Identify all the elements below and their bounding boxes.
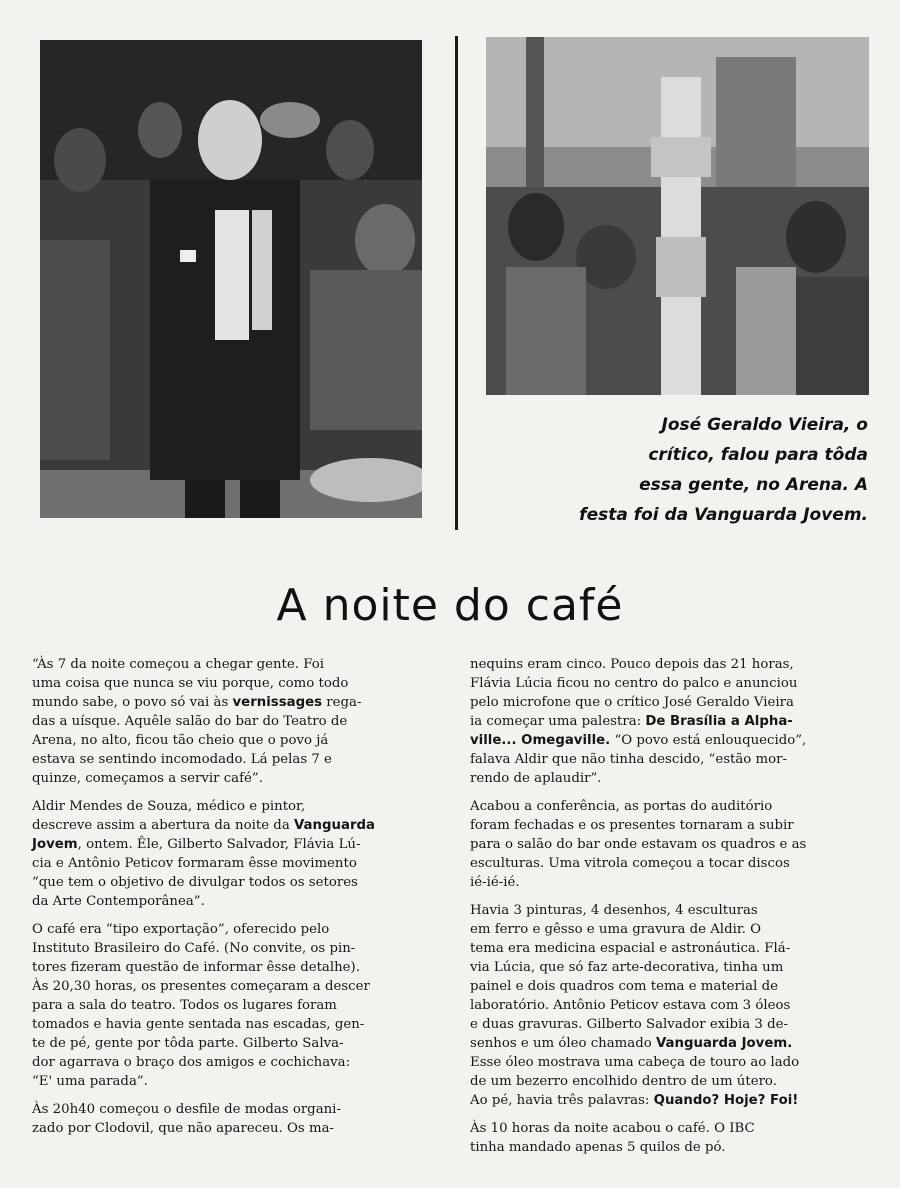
text-line: senhos e um óleo chamado Vanguarda Jovem.: [470, 1036, 793, 1051]
text-line: O café era “tipo exportação”, oferecido pelo: [32, 922, 330, 937]
article-paragraph: [32, 920, 446, 1091]
photo-caption: [538, 410, 868, 530]
text-line: Instituto Brasileiro do Café. (No convite, os pin-: [32, 941, 356, 956]
article-paragraph: [470, 797, 880, 892]
text-line: ié-ié-ié.: [470, 875, 520, 890]
text-line: das a uísque. Aquêle salão do bar do Teatro de: [32, 714, 348, 729]
text-line: tomados e havia gente sentada nas escadas, gen-: [32, 1017, 365, 1032]
text-line: quinze, começamos a servir café”.: [32, 771, 263, 786]
text-line: “E' uma parada”.: [32, 1074, 148, 1089]
article-paragraph: [32, 655, 446, 788]
text-line: para o salão do bar onde estavam os quadros e as: [470, 837, 807, 852]
text-line: Arena, no alto, ficou tão cheio que o povo já: [32, 733, 329, 748]
text-line: painel e dois quadros com tema e material de: [470, 979, 778, 994]
text-line: ia começar uma palestra: De Brasília a Alpha-: [470, 714, 793, 729]
text-line: Às 20h40 começou o desfile de modas organi-: [32, 1102, 341, 1117]
text-line: de um bezerro encolhido dentro de um útero.: [470, 1074, 777, 1089]
text-line: Havia 3 pinturas, 4 desenhos, 4 esculturas: [470, 903, 758, 918]
text-line: “Às 7 da noite começou a chegar gente. Foi: [32, 657, 324, 672]
text-line: e duas gravuras. Gilberto Salvador exibia 3 de-: [470, 1017, 788, 1032]
text-line: Esse óleo mostrava uma cabeça de touro ao lado: [470, 1055, 800, 1070]
text-line: da Arte Contemporânea”.: [32, 894, 205, 909]
text-line: Acabou a conferência, as portas do auditório: [470, 799, 773, 814]
column-divider: [455, 36, 458, 530]
photo-speaker-in-crowd: [40, 40, 422, 518]
photo-audience-with-sculpture: [486, 37, 869, 395]
article-paragraph: [470, 901, 880, 1110]
text-line: Ao pé, havia três palavras: Quando? Hoje? Foi!: [470, 1093, 799, 1108]
text-line: estava se sentindo incomodado. Lá pelas 7 e: [32, 752, 332, 767]
text-line: via Lúcia, que só faz arte-decorativa, tinha um: [470, 960, 784, 975]
text-line: tores fizeram questão de informar êsse detalhe).: [32, 960, 360, 975]
text-line: descreve assim a abertura da noite da Vanguarda: [32, 818, 375, 833]
text-line: laboratório. Antônio Peticov estava com 3 óleos: [470, 998, 791, 1013]
text-line: Flávia Lúcia ficou no centro do palco e anunciou: [470, 676, 798, 691]
text-line: esculturas. Uma vitrola começou a tocar discos: [470, 856, 790, 871]
text-line: nequins eram cinco. Pouco depois das 21 horas,: [470, 657, 794, 672]
text-line: em ferro e gêsso e uma gravura de Aldir. O: [470, 922, 762, 937]
text-line: foram fechadas e os presentes tornaram a subir: [470, 818, 794, 833]
text-line: Às 20,30 horas, os presentes começaram a descer: [32, 979, 370, 994]
article-column-left: [32, 655, 446, 1138]
text-line: tema era medicina espacial e astronáutica. Flá-: [470, 941, 791, 956]
article-column-right: [470, 655, 880, 1157]
caption-line: festa foi da Vanguarda Jovem.: [579, 505, 868, 525]
caption-line: José Geraldo Vieira, o: [661, 415, 868, 435]
text-line: dor agarrava o braço dos amigos e cochichava:: [32, 1055, 351, 1070]
text-line: “que tem o objetivo de divulgar todos os setores: [32, 875, 358, 890]
caption-line: crítico, falou para tôda: [648, 445, 868, 465]
article-headline: A noite do café: [276, 580, 624, 631]
text-line: tinha mandado apenas 5 quilos de pó.: [470, 1140, 726, 1155]
text-line: mundo sabe, o povo só vai às vernissages rega-: [32, 695, 362, 710]
article-paragraph: [470, 655, 880, 788]
text-line: falava Aldir que não tinha descido, “estão mor-: [470, 752, 788, 767]
text-line: zado por Clodovil, que não apareceu. Os ma-: [32, 1121, 334, 1136]
text-line: Às 10 horas da noite acabou o café. O IBC: [470, 1121, 755, 1136]
article-paragraph: [32, 1100, 446, 1138]
text-line: Jovem, ontem. Êle, Gilberto Salvador, Flávia Lú-: [32, 837, 361, 852]
text-line: ville... Omegaville. “O povo está enlouquecido”,: [470, 733, 807, 748]
article-paragraph: [470, 1119, 880, 1157]
text-line: cia e Antônio Peticov formaram êsse movimento: [32, 856, 357, 871]
caption-line: essa gente, no Arena. A: [639, 475, 868, 495]
article-paragraph: [32, 797, 446, 911]
text-line: uma coisa que nunca se viu porque, como todo: [32, 676, 349, 691]
text-line: te de pé, gente por tôda parte. Gilberto Salva-: [32, 1036, 344, 1051]
text-line: Aldir Mendes de Souza, médico e pintor,: [32, 799, 306, 814]
text-line: rendo de aplaudir”.: [470, 771, 602, 786]
text-line: pelo microfone que o crítico José Geraldo Vieira: [470, 695, 794, 710]
text-line: para a sala do teatro. Todos os lugares foram: [32, 998, 337, 1013]
